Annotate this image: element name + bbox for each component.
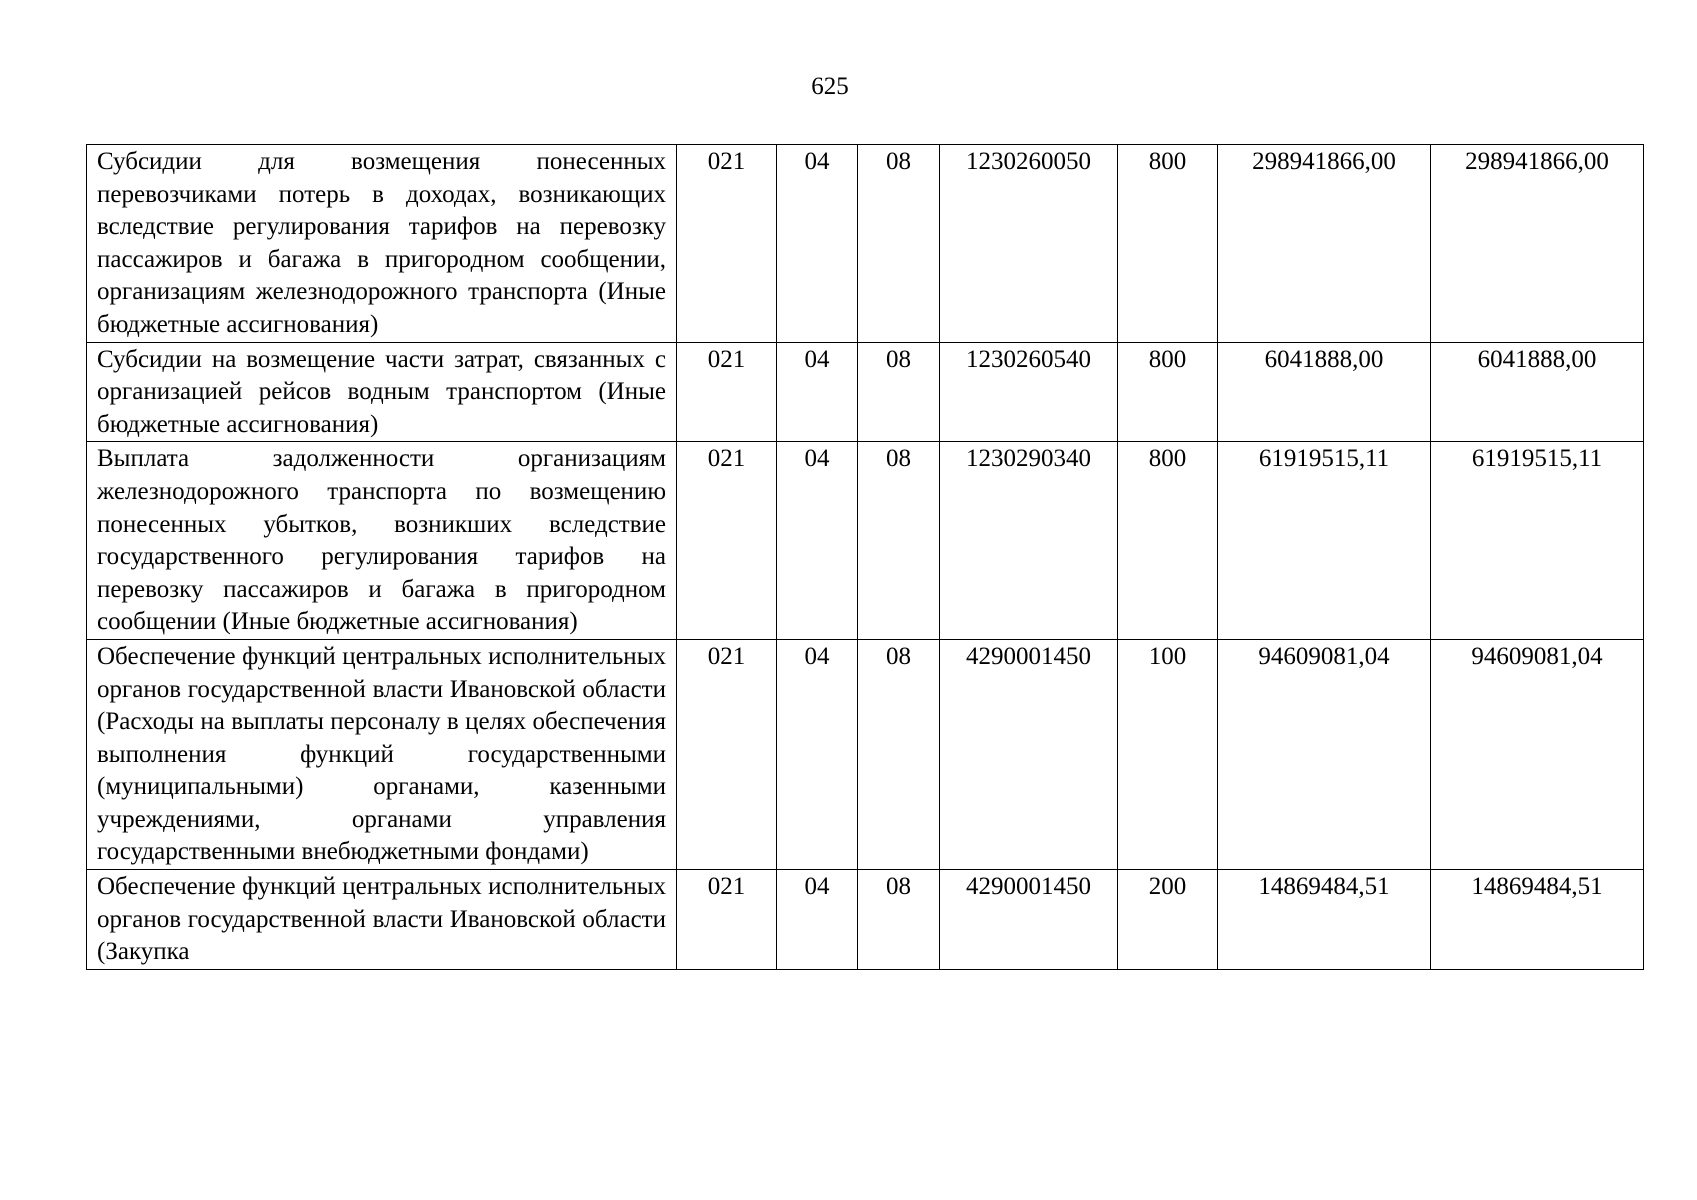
admin-code-cell: 021 — [677, 442, 777, 640]
section-cell: 04 — [777, 342, 858, 442]
target-article-cell: 4290001450 — [940, 870, 1118, 970]
section-cell: 04 — [777, 870, 858, 970]
admin-code-cell: 021 — [677, 870, 777, 970]
amount-1-cell: 94609081,04 — [1218, 639, 1431, 869]
target-article-cell: 1230260540 — [940, 342, 1118, 442]
amount-2-cell: 94609081,04 — [1431, 639, 1644, 869]
subsection-cell: 08 — [858, 145, 940, 343]
row-description: Субсидии на возмещение части затрат, связанных с организацией рейсов водным транспортом (Иные бюджетные ассигнования) — [87, 342, 677, 442]
target-article-cell: 1230260050 — [940, 145, 1118, 343]
amount-1-cell: 6041888,00 — [1218, 342, 1431, 442]
section-cell: 04 — [777, 145, 858, 343]
target-article-cell: 1230290340 — [940, 442, 1118, 640]
table-row — [87, 145, 1644, 343]
page-number: 625 — [811, 73, 849, 100]
subsection-cell: 08 — [858, 870, 940, 970]
row-description: Выплата задолженности организациям железнодорожного транспорта по возмещению понесенных убытков, возникших вследствие государственного регулирования тарифов на перевозку пассажиров и багажа в пригородном сообщении (Иные бюджетные ассигнования) — [87, 442, 677, 640]
table-row — [87, 442, 1644, 640]
table-row — [87, 639, 1644, 869]
section-cell: 04 — [777, 442, 858, 640]
table-row — [87, 342, 1644, 442]
admin-code-cell: 021 — [677, 342, 777, 442]
admin-code-cell: 021 — [677, 639, 777, 869]
amount-2-cell: 298941866,00 — [1431, 145, 1644, 343]
expense-type-cell: 800 — [1118, 442, 1218, 640]
amount-2-cell: 6041888,00 — [1431, 342, 1644, 442]
row-description: Обеспечение функций центральных исполнительных органов государственной власти Ивановской области (Закупка — [87, 870, 677, 970]
budget-table — [86, 144, 1644, 970]
amount-2-cell: 61919515,11 — [1431, 442, 1644, 640]
table-row — [87, 870, 1644, 970]
expense-type-cell: 200 — [1118, 870, 1218, 970]
amount-1-cell: 61919515,11 — [1218, 442, 1431, 640]
row-description: Обеспечение функций центральных исполнительных органов государственной власти Ивановской области (Расходы на выплаты персоналу в целях обеспечения выполнения функций государственными (муниципальными) органами, казенными учреждениями, органами управления государственными внебюджетными фондами) — [87, 639, 677, 869]
expense-type-cell: 800 — [1118, 342, 1218, 442]
amount-2-cell: 14869484,51 — [1431, 870, 1644, 970]
section-cell: 04 — [777, 639, 858, 869]
amount-1-cell: 298941866,00 — [1218, 145, 1431, 343]
subsection-cell: 08 — [858, 342, 940, 442]
row-description: Субсидии для возмещения понесенных перевозчиками потерь в доходах, возникающих вследствие регулирования тарифов на перевозку пассажиров и багажа в пригородном сообщении, организациям железнодорожного транспорта (Иные бюджетные ассигнования) — [87, 145, 677, 343]
target-article-cell: 4290001450 — [940, 639, 1118, 869]
expense-type-cell: 800 — [1118, 145, 1218, 343]
subsection-cell: 08 — [858, 442, 940, 640]
subsection-cell: 08 — [858, 639, 940, 869]
expense-type-cell: 100 — [1118, 639, 1218, 869]
admin-code-cell: 021 — [677, 145, 777, 343]
amount-1-cell: 14869484,51 — [1218, 870, 1431, 970]
